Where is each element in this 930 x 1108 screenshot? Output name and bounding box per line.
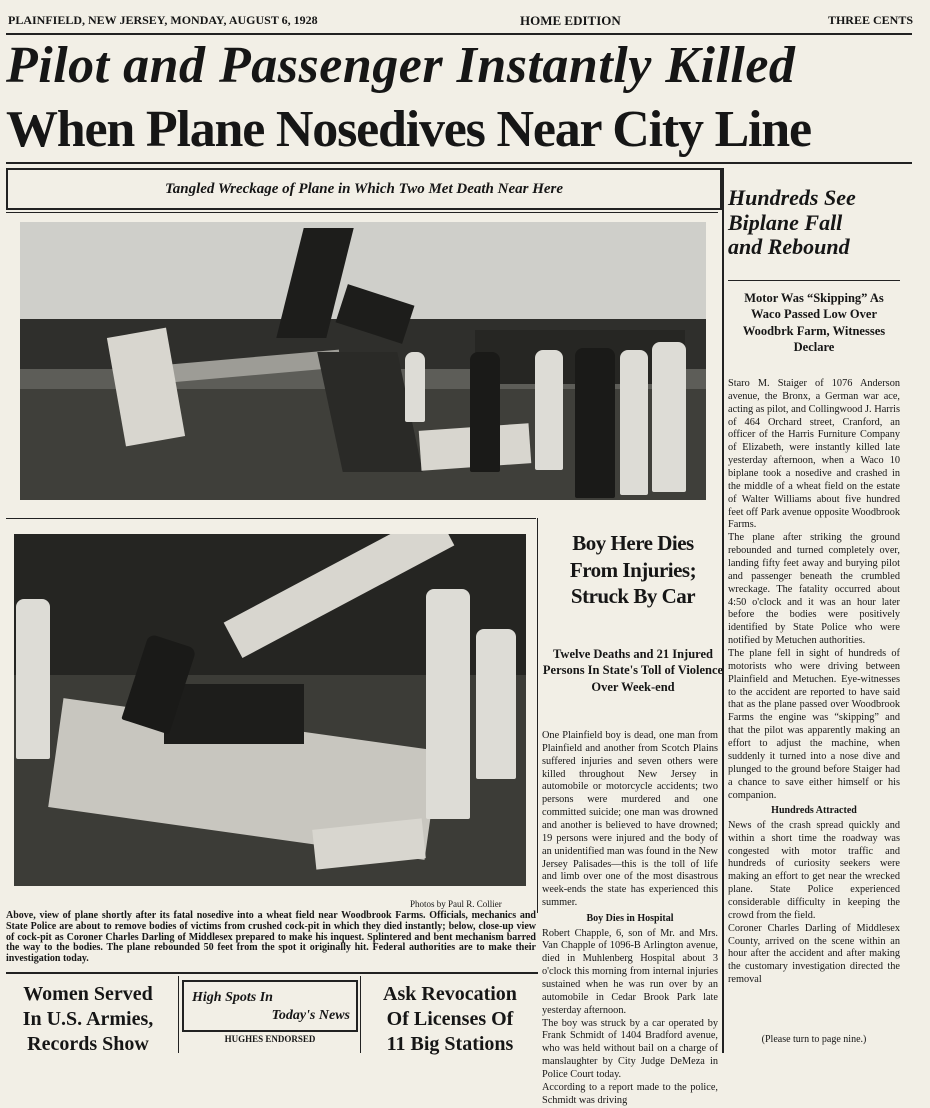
onlooker bbox=[652, 342, 686, 492]
paragraph: The plane after striking the ground rebounded and turned completely over, landing fifty feet away and burying pilot and passenger beneath the crumbled wreckage. The fatality occurred about 4:50 o'clock and it was an hour later before the bodies were positively identified by State Police who were notified by Metuchen authorities. bbox=[728, 532, 900, 647]
paragraph: Coroner Charles Darling of Middlesex County, arrived on the scene within an hour after the accident and after making the customary investigation directed the removal bbox=[728, 922, 900, 986]
onlooker bbox=[405, 352, 425, 422]
onlooker bbox=[620, 350, 648, 495]
paragraph: News of the crash spread quickly and within a short time the roadway was congested with motor traffic and hundreds of curiosity seekers were making an effort to get near the wrecked plane. State Police experienced considerable difficulty in keeping the crowd from the field. bbox=[728, 819, 900, 921]
banner-rule bbox=[6, 162, 912, 164]
masthead bbox=[8, 10, 913, 30]
right-headline-line: Hundreds See bbox=[728, 185, 856, 210]
paragraph: One Plainfield boy is dead, one man from Plainfield and another from Scotch Plains suffered injuries and seven others were killed throughout New Jersey in automobile or motorcycle accidents; two persons were murdered and one committed suicide; one man was drowned and another is believed to have drowned; 19 persons were injured and the body of an unidentified man was found in the New Jersey Palisades—this is the toll of life and limb over one of the most disastrous week-ends the state has experienced this summer. bbox=[542, 730, 718, 909]
banner-headline-line-1: Pilot and Passenger Instantly Killed bbox=[6, 37, 796, 94]
middle-story-body bbox=[542, 730, 718, 1108]
headline-line: Women Served bbox=[23, 983, 153, 1005]
headline-line: Records Show bbox=[27, 1033, 149, 1055]
paragraph: According to a report made to the police, Schmidt was driving bbox=[542, 1081, 718, 1106]
paragraph: Staro M. Staiger of 1076 Anderson avenue, the Bronx, a German war ace, acting as pilot, and Collingwood J. Harris of 464 Orchard street, Cranford, an officer of the Harris Furniture Company of Elizabeth, were instantly killed late yesterday afternoon, when a Waco 10 biplane took a nosedive and crashed in the middle of a wheat field on the estate of Walter Williams about five hundred feet off Park avenue opposite Woodbrook Farms. bbox=[728, 378, 900, 531]
column-rule-right bbox=[722, 168, 724, 1053]
right-headline-line: and Rebound bbox=[728, 234, 850, 260]
photo-caption-box-text: Tangled Wreckage of Plane in Which Two Met Death Near Here bbox=[164, 181, 564, 197]
bottom-column-rule bbox=[178, 976, 179, 1053]
onlooker bbox=[535, 350, 563, 470]
headline-line: 11 Big Stations bbox=[386, 1033, 514, 1055]
high-spots-line-2: Today's News bbox=[271, 1008, 350, 1023]
section-subhead: Hundreds Attracted bbox=[771, 805, 857, 817]
right-story-subhead: Motor Was “Skipping” As Waco Passed Low Over Woodbrk Farm, Witnesses Declare bbox=[742, 291, 886, 354]
section-subhead: Boy Dies in Hospital bbox=[586, 913, 674, 925]
paragraph: The boy was struck by a car operated by Frank Schmidt of 1404 Bradford avenue, who was held without bail on a charge of manslaughter by City Judge DeMeza in Police Court today. bbox=[542, 1017, 718, 1080]
bottom-row-rule bbox=[6, 972, 538, 974]
engine-mechanism bbox=[164, 684, 304, 744]
right-headline-line: Biplane Fall bbox=[728, 209, 843, 235]
masthead-rule bbox=[6, 33, 912, 35]
mechanic bbox=[16, 599, 50, 759]
continued-notice: (Please turn to page nine.) bbox=[761, 1034, 867, 1045]
paragraph: The plane fell in sight of hundreds of motorists who were driving between Plainfield and Metuchen. Eye-witnesses to the accident are reported to have said that as the plane passed over Woodbrook Farms the engine was “skipping” and that the pilot was apparently making an effort to adjust the machine, when suddenly it turned into a nose dive and plunged to the ground before Staiger had a chance to save either himself or his companion. bbox=[728, 648, 900, 801]
onlooker bbox=[476, 629, 516, 779]
women-served-headline bbox=[0, 982, 176, 1057]
middle-headline-line: Boy Here Dies bbox=[572, 531, 694, 555]
wreckage-photo-bottom bbox=[14, 534, 526, 886]
price-label: THREE CENTS bbox=[827, 13, 913, 27]
high-spots-line-1: High Spots In bbox=[192, 990, 273, 1005]
photo-credit: Photos by Paul R. Collier bbox=[410, 899, 502, 909]
middle-headline-line: Struck By Car bbox=[570, 584, 696, 609]
coroner bbox=[426, 589, 470, 819]
middle-headline-line: From Injuries; bbox=[569, 557, 697, 582]
right-story-body bbox=[728, 378, 900, 987]
edition-label: HOME EDITION bbox=[520, 13, 621, 28]
dateline: PLAINFIELD, NEW JERSEY, MONDAY, AUGUST 6, 1928 bbox=[8, 13, 318, 27]
headline-line: In U.S. Armies, bbox=[22, 1008, 154, 1030]
headline-line: Of Licenses Of bbox=[386, 1008, 514, 1030]
banner-headline-line-2: When Plane Nosedives Near City Line bbox=[6, 101, 811, 158]
paragraph: Robert Chapple, 6, son of Mr. and Mrs. Van Chapple of 1096-B Arlington avenue, died in Muhlenberg Hospital about 3 o'clock this morning from internal injuries sustained when he was run over by an automobile in Cedar Brook Park late yesterday afternoon. bbox=[542, 927, 718, 1016]
photo-divider-rule bbox=[6, 518, 536, 519]
column-rule-middle bbox=[537, 518, 538, 913]
middle-story-subhead: Twelve Deaths and 21 Injured Persons In State's Toll of Violence Over Week-end bbox=[542, 647, 724, 694]
photo-caption: Above, view of plane shortly after its fatal nosedive into a wheat field near Woodbrook Farms. Officials, mechanics and State Police are about to remove bodies of victims from crushed cock-pit in which they died instantly; below, close-up view of cock-pit as Coroner Charles Darling of Middlesex prepared to make his inquest. Splintered and bent mechanism barred the way to the bodies. The plane rebounded 50 feet from the spot it originally hit. Federal authorities are to make their investigation today. bbox=[6, 910, 536, 965]
right-story-headline bbox=[728, 186, 918, 260]
revocation-headline bbox=[362, 982, 538, 1057]
photo-top-rule bbox=[6, 212, 718, 213]
middle-story-headline bbox=[542, 530, 724, 610]
high-spots-box bbox=[182, 980, 358, 1032]
onlooker bbox=[470, 352, 500, 472]
state-trooper bbox=[575, 348, 615, 498]
headline-line: Ask Revocation bbox=[383, 983, 517, 1005]
photo-caption-box bbox=[6, 168, 722, 210]
bottom-column-rule bbox=[360, 976, 361, 1053]
right-head-rule bbox=[728, 280, 900, 281]
wreckage-photo-top bbox=[20, 222, 706, 500]
hughes-endorsed-item: HUGHES ENDORSED bbox=[224, 1034, 316, 1044]
